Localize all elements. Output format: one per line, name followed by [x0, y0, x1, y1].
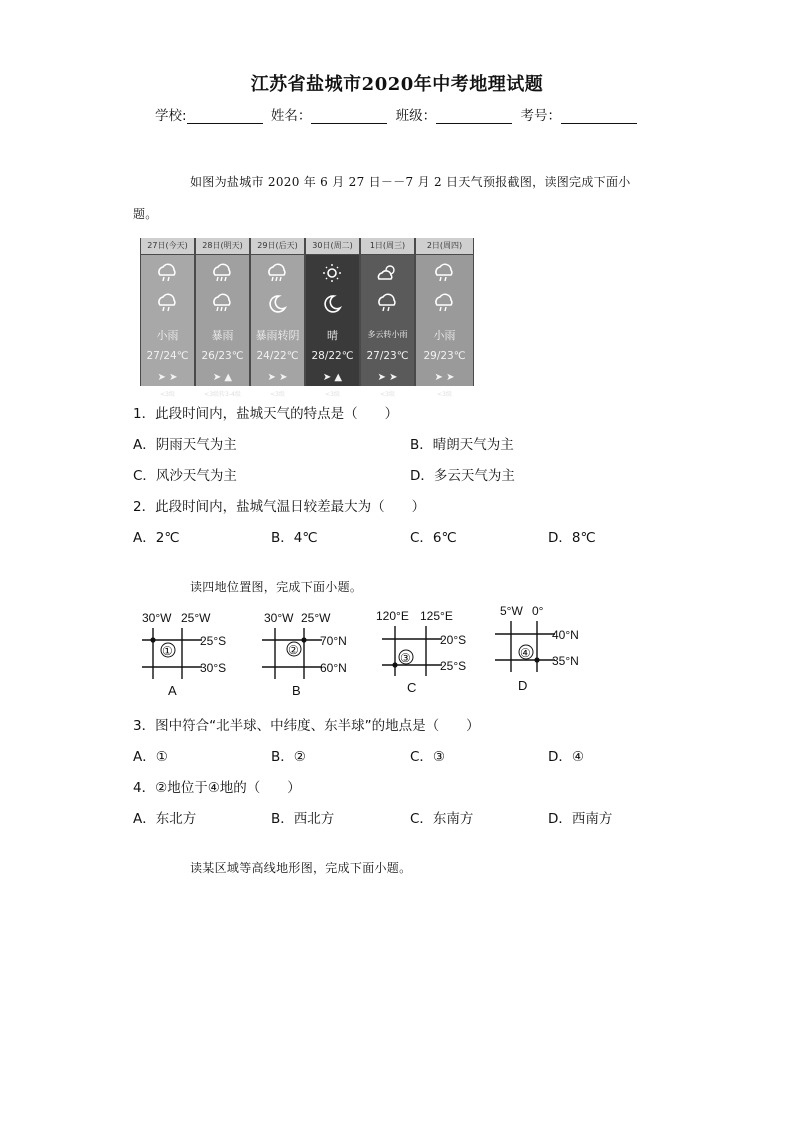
question-3-option-b[interactable]: B．②: [271, 749, 306, 765]
weather-condition: 暴雨: [211, 329, 234, 342]
map-b-lat1: 70°N: [320, 634, 347, 648]
question-4-option-b[interactable]: B．西北方: [271, 811, 335, 827]
weather-temp: 24/22℃: [256, 350, 299, 362]
storm-icon: [265, 263, 289, 283]
partly-cloudy-icon: [375, 263, 399, 283]
weather-temp: 27/24℃: [146, 350, 189, 362]
map-b-lat2: 60°N: [320, 661, 347, 675]
number-label: 考号：: [520, 108, 561, 124]
moon-icon: [320, 293, 344, 313]
weather-day-6: [416, 238, 473, 398]
moon-icon: [265, 293, 289, 313]
sun-icon: [320, 263, 344, 283]
map-c-letter: C: [407, 680, 417, 695]
weather-date: 28日(明天): [196, 238, 249, 254]
map-a-lat1: 25°S: [200, 634, 227, 648]
class-blank: [436, 109, 512, 124]
wind-direction-icon: ➤ ▲: [322, 372, 343, 383]
weather-day-2: [196, 238, 249, 398]
school-blank: [187, 109, 263, 124]
section1-intro-line1: 如图为盐城市 2020 年 6 月 27 日－－7 月 2 日天气预报截图，读图完成下面小: [190, 175, 631, 189]
map-d-lat2: 35°N: [552, 654, 579, 668]
storm-icon: [210, 293, 234, 313]
name-label: 姓名：: [270, 108, 312, 124]
weather-condition: 小雨: [433, 329, 456, 342]
name-blank: [311, 109, 387, 124]
rain-icon: [155, 263, 179, 283]
question-4-stem: 4．②地位于④地的（ ）: [133, 780, 301, 796]
question-2-stem: 2．此段时间内，盐城气温日较差最大为（ ）: [133, 499, 426, 515]
rain-icon: [375, 293, 399, 313]
rain-icon: [155, 293, 179, 313]
question-2-option-c[interactable]: C．6℃: [410, 530, 457, 546]
question-2-option-b[interactable]: B．4℃: [271, 530, 318, 546]
weather-date: 29日(后天): [251, 238, 304, 254]
storm-icon: [210, 263, 234, 283]
question-2-option-a[interactable]: A．2℃: [133, 530, 180, 546]
map-d-lat1: 40°N: [552, 628, 579, 642]
weather-condition: 小雨: [156, 329, 179, 342]
map-c-lon2: 125°E: [420, 609, 453, 623]
weather-forecast-image: [140, 238, 474, 398]
wind-level: <3级: [380, 391, 395, 398]
weather-temp: 29/23℃: [423, 350, 466, 362]
location-grid-figure: [130, 600, 660, 700]
weather-date: 27日(今天): [141, 238, 194, 254]
question-1-option-b[interactable]: B．晴朗天气为主: [410, 437, 514, 453]
wind-level: <3级转3-4级: [204, 391, 241, 398]
map-a-lat2: 30°S: [200, 661, 227, 675]
question-4-option-a[interactable]: A．东北方: [133, 811, 197, 827]
map-c-lat2: 25°S: [440, 659, 467, 673]
question-2-option-d[interactable]: D．8℃: [548, 530, 596, 546]
weather-condition: 晴: [327, 329, 338, 342]
wind-direction-icon: ➤ ▲: [212, 372, 233, 383]
wind-direction-icon: ➤ ➤: [157, 372, 178, 383]
weather-temp: 28/22℃: [311, 350, 354, 362]
weather-date: 2日(周四): [416, 238, 473, 254]
section1-intro-line2: 题。: [133, 207, 158, 221]
wind-level: <3级: [270, 391, 285, 398]
weather-day-5: [361, 238, 414, 398]
location-map-a: [142, 611, 226, 698]
wind-level: <3级: [325, 391, 340, 398]
rain-icon: [432, 293, 456, 313]
question-1-option-a[interactable]: A．阴雨天气为主: [133, 437, 237, 453]
question-3-option-a[interactable]: A．①: [133, 749, 168, 765]
question-1-stem: 1．此段时间内，盐城天气的特点是（ ）: [133, 406, 399, 422]
question-1-option-c[interactable]: C．风沙天气为主: [133, 468, 237, 484]
section2-intro: 读四地位置图，完成下面小题。: [190, 580, 363, 594]
location-map-d: [495, 604, 579, 693]
map-c-lon1: 120°E: [376, 609, 409, 623]
rain-icon: [432, 263, 456, 283]
location-map-c: [376, 609, 466, 695]
weather-date: 30日(周二): [306, 238, 359, 254]
map-b-lon1: 30°W: [264, 611, 294, 625]
wind-direction-icon: ➤ ➤: [434, 372, 455, 383]
page-title: 江苏省盐城市2020年中考地理试题: [250, 74, 544, 95]
map-c-lat1: 20°S: [440, 633, 467, 647]
map-d-point-label: ④: [520, 646, 531, 660]
map-a-point-label: ①: [162, 644, 173, 658]
student-info-line: [0, 104, 794, 124]
number-blank: [561, 109, 637, 124]
weather-temp: 27/23℃: [366, 350, 409, 362]
section3-intro: 读某区域等高线地形图，完成下面小题。: [190, 861, 412, 875]
map-d-letter: D: [518, 678, 528, 693]
weather-day-1: [141, 238, 194, 398]
question-4-option-c[interactable]: C．东南方: [410, 811, 474, 827]
question-3-option-c[interactable]: C．③: [410, 749, 446, 765]
map-b-point-label: ②: [288, 643, 299, 657]
wind-level: <3级: [437, 391, 452, 398]
map-b-letter: B: [292, 683, 301, 698]
class-label: 班级：: [395, 108, 437, 124]
map-a-lon2: 25°W: [181, 611, 211, 625]
weather-day-4: [306, 238, 359, 398]
question-3-stem: 3．图中符合“北半球、中纬度、东半球”的地点是（ ）: [133, 718, 480, 734]
map-a-letter: A: [168, 683, 177, 698]
question-4-option-d[interactable]: D．西南方: [548, 811, 613, 827]
map-c-point-label: ③: [400, 651, 411, 665]
map-a-lon1: 30°W: [142, 611, 172, 625]
weather-condition: 暴雨转阴: [255, 329, 300, 342]
school-label: 学校:: [155, 108, 187, 124]
map-d-lon2: 0°: [532, 604, 544, 618]
wind-level: <3级: [160, 391, 175, 398]
map-d-lon1: 5°W: [500, 604, 523, 618]
wind-direction-icon: ➤ ➤: [377, 372, 398, 383]
location-map-b: [262, 611, 347, 698]
weather-condition: 多云转小雨: [367, 330, 408, 339]
weather-date: 1日(周三): [361, 238, 414, 254]
map-b-lon2: 25°W: [301, 611, 331, 625]
question-1-option-d[interactable]: D．多云天气为主: [410, 468, 515, 484]
weather-day-3: [251, 238, 304, 398]
weather-temp: 26/23℃: [201, 350, 244, 362]
question-3-option-d[interactable]: D．④: [548, 749, 584, 765]
wind-direction-icon: ➤ ➤: [267, 372, 288, 383]
